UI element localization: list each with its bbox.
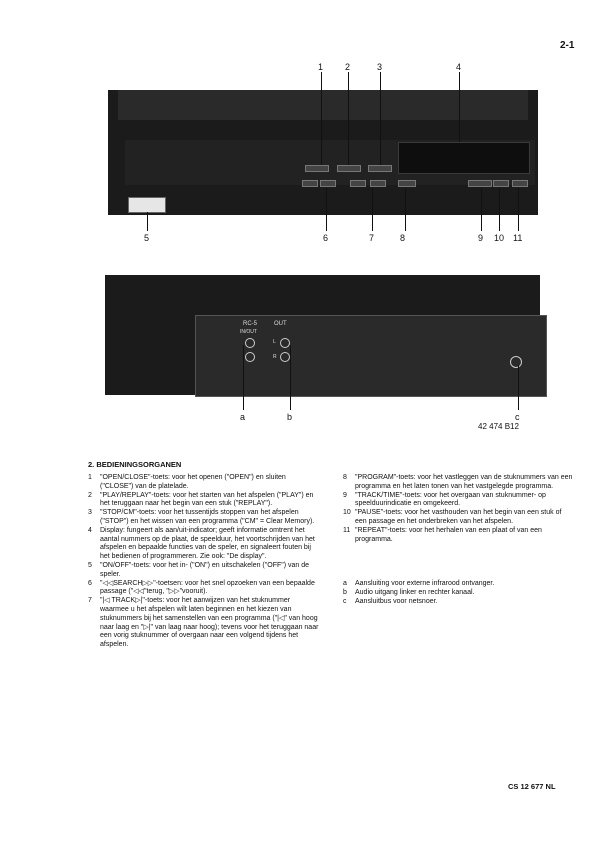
search-back-button[interactable]: [302, 180, 318, 187]
item-number: 10: [343, 509, 351, 517]
item-number: 6: [88, 579, 92, 587]
item-text: "REPEAT"-toets: voor het herhalen van een plaat of van een programma.: [355, 526, 542, 543]
page-number: 2-1: [560, 40, 575, 51]
list-item: [88, 597, 320, 650]
player-tray: [118, 90, 528, 120]
callout-1: 1: [318, 62, 324, 72]
search-forward-button[interactable]: [320, 180, 336, 187]
item-text: "|◁ TRACK▷|"-toets: voor het aanwijzen van het stuknummer waarmee u het afspelen wilt laten beginnen en het kiezen van stuknummers bij het samenstellen van een programma ("|◁" van hoog naar laag en "▷|" van laag naar hoog); tevens voor het teruggaan naar een vorig stuknummer of overgaan naar een volgend tijdens het afspelen.: [100, 597, 319, 649]
play-replay-button[interactable]: [337, 165, 361, 172]
program-button[interactable]: [398, 180, 416, 187]
item-text: "PAUSE"-toets: voor het vasthouden van het begin van een stuk of een passage en het onderbreken van het afspelen.: [355, 509, 562, 525]
item-number: 8: [343, 474, 347, 481]
callout-4: 4: [456, 62, 462, 72]
leader-line: [380, 72, 381, 165]
callout-10: 10: [494, 233, 505, 243]
track-forward-button[interactable]: [370, 180, 386, 187]
callout-a: a: [240, 412, 246, 422]
callout-8: 8: [400, 233, 406, 243]
list-item: [343, 580, 573, 589]
callout-b: b: [287, 412, 293, 422]
callout-2: 2: [345, 62, 351, 72]
list-item: [343, 474, 573, 492]
track-back-button[interactable]: [350, 180, 366, 187]
mains-socket: [510, 356, 522, 368]
track-time-button[interactable]: [468, 180, 492, 187]
item-text: Aansluiting voor externe infrarood ontvanger.: [355, 580, 495, 587]
item-number: 7: [88, 597, 92, 605]
item-text: "ON/OFF"-toets: voor het in- ("ON") en uitschakelen ("OFF") van de speler.: [100, 561, 310, 578]
list-item: [88, 509, 320, 527]
item-number: a: [343, 580, 347, 587]
item-text: "TRACK/TIME"-toets: voor het overgaan van stuknummer- op speelduurindicatie en omgekeerd.: [355, 491, 546, 508]
item-text: Display: fungeert als aan/uit-indicator; geeft informatie omtrent het aantal nummers op de plaat, de speelduur, het voortschrijden van het afspelen en bepaalde functies van de speler, en signaleert fouten bij het bedienen of programmeren. Zie ook: "De display".: [100, 526, 315, 561]
stop-cm-button[interactable]: [368, 165, 392, 172]
item-number: 2: [88, 491, 92, 499]
callout-c: c: [515, 412, 520, 422]
item-text: Audio uitgang linker en rechter kanaal.: [355, 588, 475, 596]
figure-code: 42 474 B12: [478, 422, 519, 431]
r-label: R: [273, 354, 277, 360]
callout-5: 5: [144, 233, 150, 243]
on-off-button[interactable]: [128, 197, 166, 213]
leader-line: [321, 72, 322, 165]
leader-line: [459, 72, 460, 142]
leader-line: [147, 212, 148, 231]
abc-list: [343, 580, 573, 606]
item-text: Aansluitbus voor netsnoer.: [355, 597, 438, 605]
item-number: 11: [343, 526, 351, 534]
list-item: [343, 589, 573, 598]
list-item: [343, 492, 573, 510]
leader-line: [499, 188, 500, 231]
section-heading: 2. BEDIENINGSORGANEN: [88, 460, 182, 469]
list-item: [88, 527, 320, 562]
item-number: 5: [88, 561, 92, 569]
list-item: [343, 527, 573, 545]
pause-button[interactable]: [493, 180, 509, 187]
repeat-button[interactable]: [512, 180, 528, 187]
item-text: "◁◁SEARCH▷▷"-toetsen: voor het snel opzoeken van een bepaalde passage ("◁◁"terug, "▷▷"vooruit).: [100, 579, 315, 596]
callout-6: 6: [323, 233, 329, 243]
leader-line: [481, 188, 482, 231]
l-label: L: [273, 339, 276, 345]
list-item: [88, 474, 320, 492]
leader-line: [372, 188, 373, 231]
leader-line: [348, 72, 349, 165]
callout-11: 11: [513, 233, 523, 243]
item-number: 9: [343, 491, 347, 499]
list-item: [88, 562, 320, 580]
item-text: "PLAY/REPLAY"-toets: voor het starten van het afspelen ("PLAY") en het teruggaan naar het begin van een stuk ("REPLAY").: [100, 491, 314, 508]
item-text: "PROGRAM"-toets: voor het vastleggen van de stuknummers van een programma en het laten tonen van het vastgelegde programma.: [355, 474, 573, 490]
out-label: OUT: [274, 321, 287, 327]
audio-out-right-socket: [280, 352, 290, 362]
item-number: 1: [88, 474, 92, 481]
list-item: [343, 509, 573, 527]
leader-line: [243, 345, 244, 410]
item-number: c: [343, 597, 347, 605]
list-item: [88, 492, 320, 510]
rc5-socket: [245, 352, 255, 362]
item-number: 3: [88, 509, 92, 517]
item-number: b: [343, 588, 347, 596]
rc5-socket: [245, 338, 255, 348]
document-code: CS 12 677 NL: [508, 782, 556, 791]
leader-line: [326, 188, 327, 231]
leader-line: [290, 345, 291, 410]
callout-9: 9: [478, 233, 484, 243]
leader-line: [518, 188, 519, 231]
callout-7: 7: [369, 233, 375, 243]
display-window: [398, 142, 530, 174]
audio-out-left-socket: [280, 338, 290, 348]
leader-line: [405, 188, 406, 231]
right-column: [343, 474, 573, 544]
callout-3: 3: [377, 62, 383, 72]
list-item: [88, 580, 320, 598]
item-text: "STOP/CM"-toets: voor het tussentijds stoppen van het afspelen ("STOP") en het wissen van een programma ("CM" = Clear Memory).: [100, 509, 315, 525]
rc5-label: RC-5: [243, 321, 258, 327]
item-text: "OPEN/CLOSE"-toets: voor het openen ("OPEN") en sluiten ("CLOSE") van de platelade.: [100, 474, 286, 490]
inout-label: IN/OUT: [240, 329, 257, 335]
left-column: [88, 474, 320, 650]
leader-line: [518, 365, 519, 410]
item-number: 4: [88, 526, 92, 534]
list-item: [343, 598, 573, 607]
open-close-button[interactable]: [305, 165, 329, 172]
